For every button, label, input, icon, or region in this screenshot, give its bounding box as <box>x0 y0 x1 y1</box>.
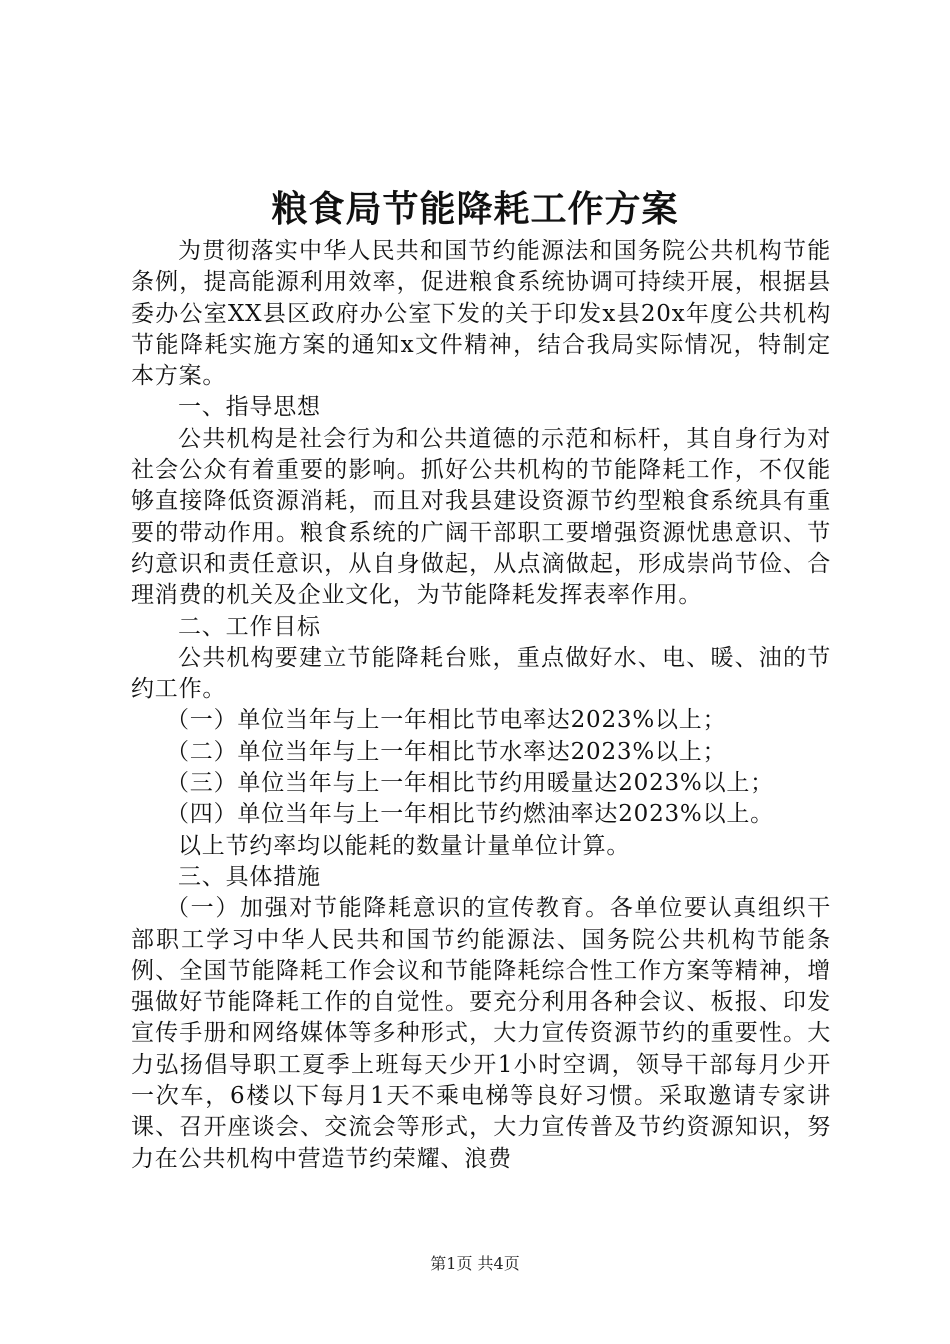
work-goals-paragraph: 公共机构要建立节能降耗台账，重点做好水、电、暖、油的节约工作。 <box>131 644 831 703</box>
goals-note-paragraph: 以上节约率均以能耗的数量计量单位计算。 <box>178 832 631 859</box>
measure-item-publicity: （一）加强对节能降耗意识的宣传教育。各单位要认真组织干部职工学习中华人民共和国节约能源法、国务院公共机构节能条例、全国节能降耗工作会议和节能降耗综合性工作方案等精神，增强做好节能降耗工作的自觉性。要充分利用各种会议、板报、印发宣传手册和网络媒体等多种形式，大力宣传资源节约的重要性。大力弘扬倡导职工夏季上班每天少开1小时空调，领导干部每月少开一次车，6楼以下每月1天不乘电梯等良好习惯。采取邀请专家讲课、召开座谈会、交流会等形式，大力宣传普及节约资源知识，努力在公共机构中营造节约荣耀、浪费 <box>131 895 831 1172</box>
goal-item-heating: （三）单位当年与上一年相比节约用暖量达2023%以上； <box>166 770 774 797</box>
goal-item-water: （二）单位当年与上一年相比节水率达2023%以上； <box>166 738 727 765</box>
goal-item-fuel: （四）单位当年与上一年相比节约燃油率达2023%以上。 <box>166 801 774 828</box>
goal-item-electricity: （一）单位当年与上一年相比节电率达2023%以上； <box>166 707 727 734</box>
guiding-ideology-paragraph: 公共机构是社会行为和公共道德的示范和标杆，其自身行为对社会公众有着重要的影响。抓好公共机构的节能降耗工作，不仅能够直接降低资源消耗，而且对我县建设资源节约型粮食系统具有重要的带动作用。粮食系统的广阔干部职工要增强资源忧患意识、节约意识和责任意识，从自身做起，从点滴做起，形成崇尚节俭、合理消费的机关及企业文化，为节能降耗发挥表率作用。 <box>131 425 831 609</box>
document-body <box>131 236 831 1175</box>
section-heading-guiding-ideology: 一、指导思想 <box>178 394 321 421</box>
section-heading-measures: 三、具体措施 <box>178 863 321 890</box>
section-heading-work-goals: 二、工作目标 <box>178 613 321 640</box>
page-title: 粮食局节能降耗工作方案 <box>271 188 679 230</box>
page-number: 第1页 共4页 <box>430 1254 520 1273</box>
intro-paragraph: 为贯彻落实中华人民共和国节约能源法和国务院公共机构节能条例，提高能源利用效率，促进粮食系统协调可持续开展，根据县委办公室XX县区政府办公室下发的关于印发x县20x年度公共机构节能降耗实施方案的通知x文件精神，结合我局实际情况，特制定本方案。 <box>131 238 831 390</box>
